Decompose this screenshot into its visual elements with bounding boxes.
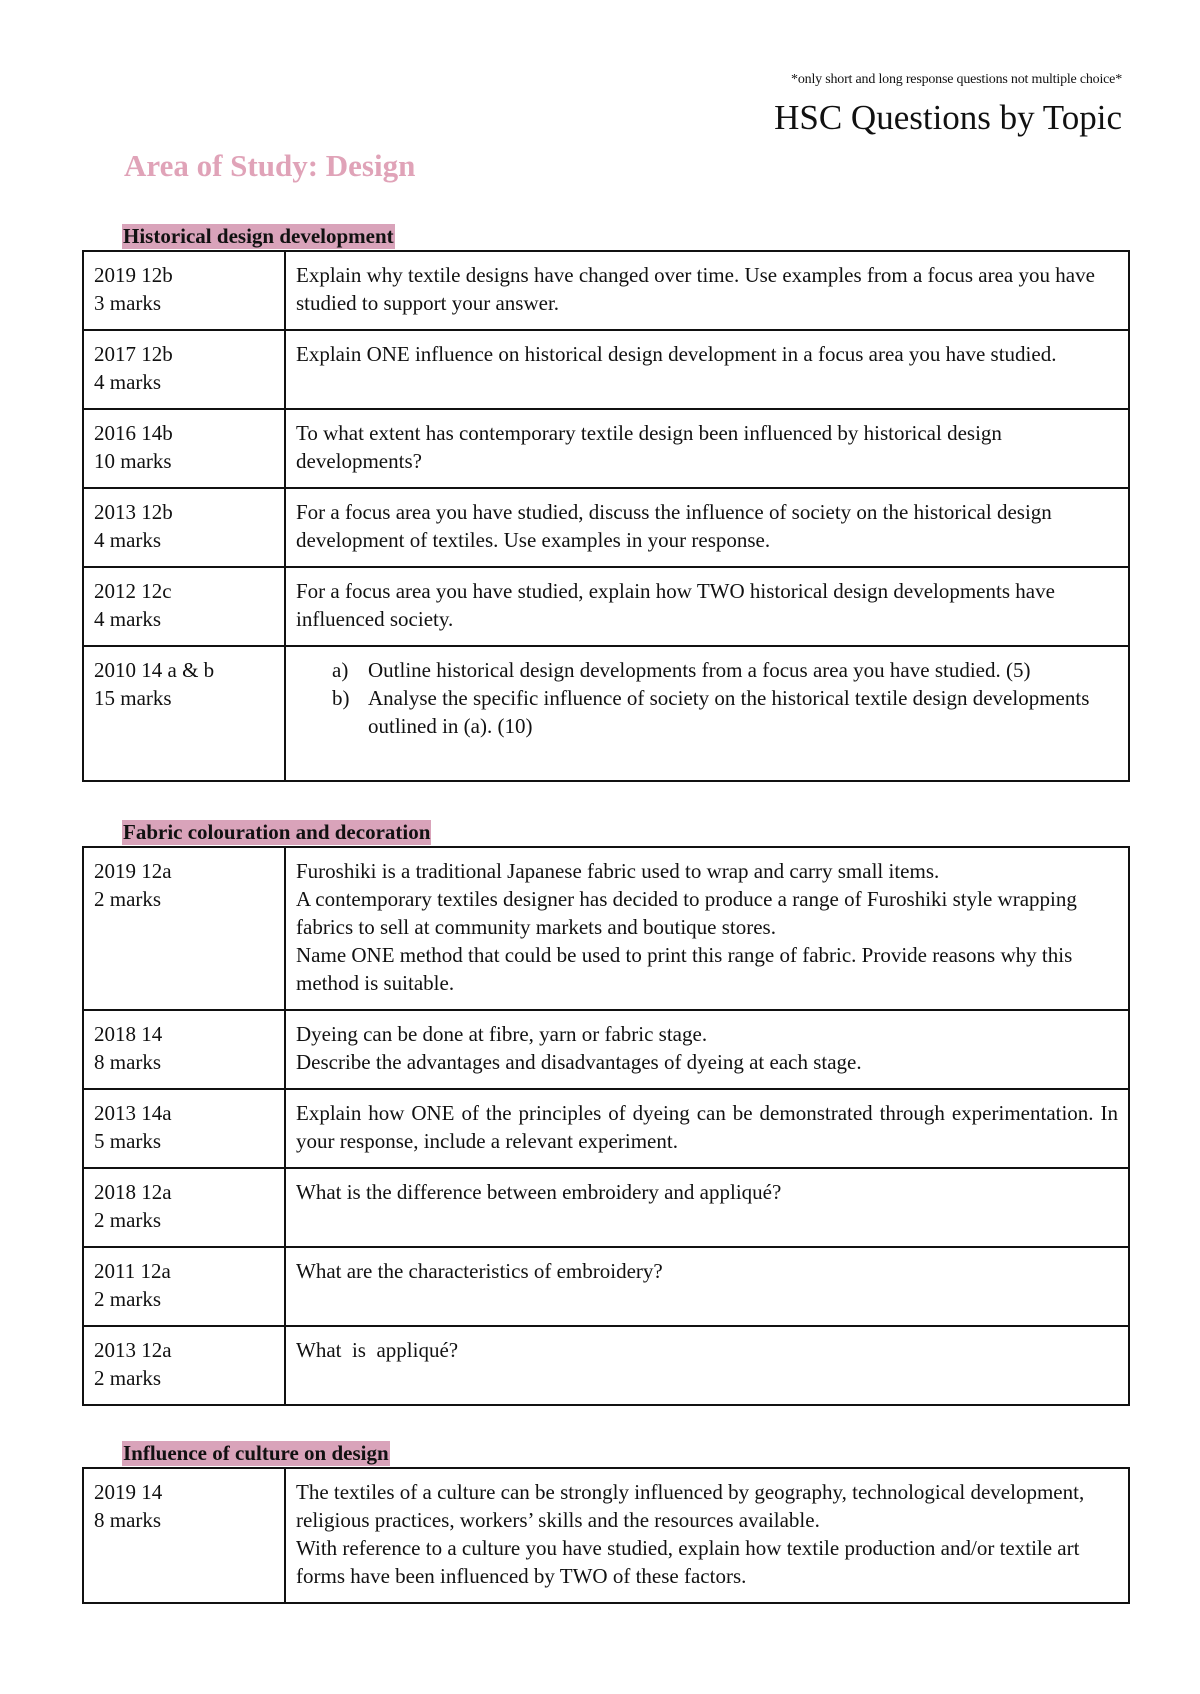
year-question-number: 2013 12b [94, 500, 173, 524]
section-influence-of-culture-on-design [82, 1441, 1130, 1604]
question-reference [83, 1247, 285, 1326]
question-text [285, 1326, 1129, 1405]
question-text [285, 1089, 1129, 1168]
question-line: To what extent has contemporary textile design been influenced by historical design developments? [296, 421, 1002, 473]
question-text [285, 1468, 1129, 1603]
question-text [285, 847, 1129, 1010]
question-text [285, 330, 1129, 409]
year-question-number: 2019 12a [94, 859, 172, 883]
table-row [83, 1089, 1129, 1168]
questions-table [82, 846, 1130, 1406]
marks: 2 marks [94, 1366, 162, 1390]
year-question-number: 2013 12a [94, 1338, 172, 1362]
table-row [83, 646, 1129, 781]
marks: 2 marks [94, 1208, 162, 1232]
year-question-number: 2010 14 a & b [94, 658, 215, 682]
year-question-number: 2017 12b [94, 342, 173, 366]
section-fabric-colouration-and-decoration [82, 820, 1130, 1406]
question-reference [83, 1468, 285, 1603]
question-line: What is appliqué? [296, 1338, 459, 1362]
question-line: With reference to a culture you have studied, explain how textile production and/or textile art forms have been influenced by TWO of these factors. [296, 1536, 1080, 1588]
questions-table [82, 250, 1130, 782]
marks: 15 marks [94, 686, 172, 710]
table-row [83, 567, 1129, 646]
year-question-number: 2019 14 [94, 1480, 163, 1504]
section-heading: Fabric colouration and decoration [123, 820, 431, 844]
question-line: Furoshiki is a traditional Japanese fabric used to wrap and carry small items. [296, 859, 940, 883]
question-reference [83, 847, 285, 1010]
question-line: Describe the advantages and disadvantages of dyeing at each stage. [296, 1050, 862, 1074]
question-line: A contemporary textiles designer has decided to produce a range of Furoshiki style wrapping fabrics to sell at community markets and boutique stores. [296, 887, 1077, 939]
question-parts-list [296, 656, 1118, 740]
question-line: Name ONE method that could be used to print this range of fabric. Provide reasons why this method is suitable. [296, 943, 1073, 995]
section-historical-design-development [82, 224, 1130, 782]
questions-table [82, 1467, 1130, 1604]
marks: 4 marks [94, 607, 162, 631]
section-heading: Historical design development [123, 224, 394, 248]
table-row [83, 1010, 1129, 1089]
question-line: Explain why textile designs have changed over time. Use examples from a focus area you have studied to support your answer. [296, 263, 1095, 315]
question-text [285, 1247, 1129, 1326]
table-row [83, 847, 1129, 1010]
question-text [285, 1168, 1129, 1247]
question-line: For a focus area you have studied, discuss the influence of society on the historical design development of textiles. Use examples in your response. [296, 500, 1052, 552]
table-row [83, 1247, 1129, 1326]
marks: 3 marks [94, 291, 162, 315]
question-text [285, 409, 1129, 488]
question-reference [83, 1168, 285, 1247]
part-marker: a) [332, 658, 349, 682]
section-heading: Influence of culture on design [123, 1441, 389, 1465]
table-row [83, 409, 1129, 488]
marks: 10 marks [94, 449, 172, 473]
question-line: Explain how ONE of the principles of dyeing can be demonstrated through experimentation. In your response, include a relevant experiment. [296, 1101, 1118, 1153]
part-marker: b) [332, 686, 350, 710]
document-title: HSC Questions by Topic [774, 98, 1122, 137]
question-reference [83, 251, 285, 330]
table-row [83, 1168, 1129, 1247]
marks: 8 marks [94, 1508, 162, 1532]
part-text: Outline historical design developments from a focus area you have studied. (5) [368, 658, 1031, 682]
marks: 2 marks [94, 887, 162, 911]
question-reference [83, 330, 285, 409]
marks: 4 marks [94, 370, 162, 394]
table-row [83, 1468, 1129, 1603]
question-part [296, 684, 1118, 740]
question-reference [83, 488, 285, 567]
marks: 5 marks [94, 1129, 162, 1153]
question-line: Dyeing can be done at fibre, yarn or fabric stage. [296, 1022, 708, 1046]
question-reference [83, 567, 285, 646]
question-line: The textiles of a culture can be strongly influenced by geography, technological development, religious practices, workers’ skills and the resources available. [296, 1480, 1085, 1532]
question-line: For a focus area you have studied, explain how TWO historical design developments have influenced society. [296, 579, 1055, 631]
question-text [285, 251, 1129, 330]
question-line: What are the characteristics of embroidery? [296, 1259, 663, 1283]
question-reference [83, 1010, 285, 1089]
question-line: What is the difference between embroidery and appliqué? [296, 1180, 782, 1204]
year-question-number: 2011 12a [94, 1259, 171, 1283]
year-question-number: 2019 12b [94, 263, 173, 287]
year-question-number: 2018 14 [94, 1022, 163, 1046]
question-reference [83, 1089, 285, 1168]
table-row [83, 1326, 1129, 1405]
question-reference [83, 1326, 285, 1405]
area-of-study-heading: Area of Study: Design [124, 148, 416, 183]
year-question-number: 2016 14b [94, 421, 173, 445]
year-question-number: 2012 12c [94, 579, 172, 603]
question-part [296, 656, 1118, 684]
marks: 2 marks [94, 1287, 162, 1311]
question-reference [83, 646, 285, 781]
question-reference [83, 409, 285, 488]
part-text: Analyse the specific influence of society on the historical textile design developments outlined in (a). (10) [368, 686, 1090, 738]
year-question-number: 2013 14a [94, 1101, 172, 1125]
question-text [285, 488, 1129, 567]
question-text [285, 567, 1129, 646]
question-line: Explain ONE influence on historical design development in a focus area you have studied. [296, 342, 1057, 366]
marks: 8 marks [94, 1050, 162, 1074]
question-text [285, 646, 1129, 781]
table-row [83, 251, 1129, 330]
question-text [285, 1010, 1129, 1089]
table-row [83, 488, 1129, 567]
marks: 4 marks [94, 528, 162, 552]
table-row [83, 330, 1129, 409]
year-question-number: 2018 12a [94, 1180, 172, 1204]
scope-note: *only short and long response questions not multiple choice* [791, 72, 1122, 87]
